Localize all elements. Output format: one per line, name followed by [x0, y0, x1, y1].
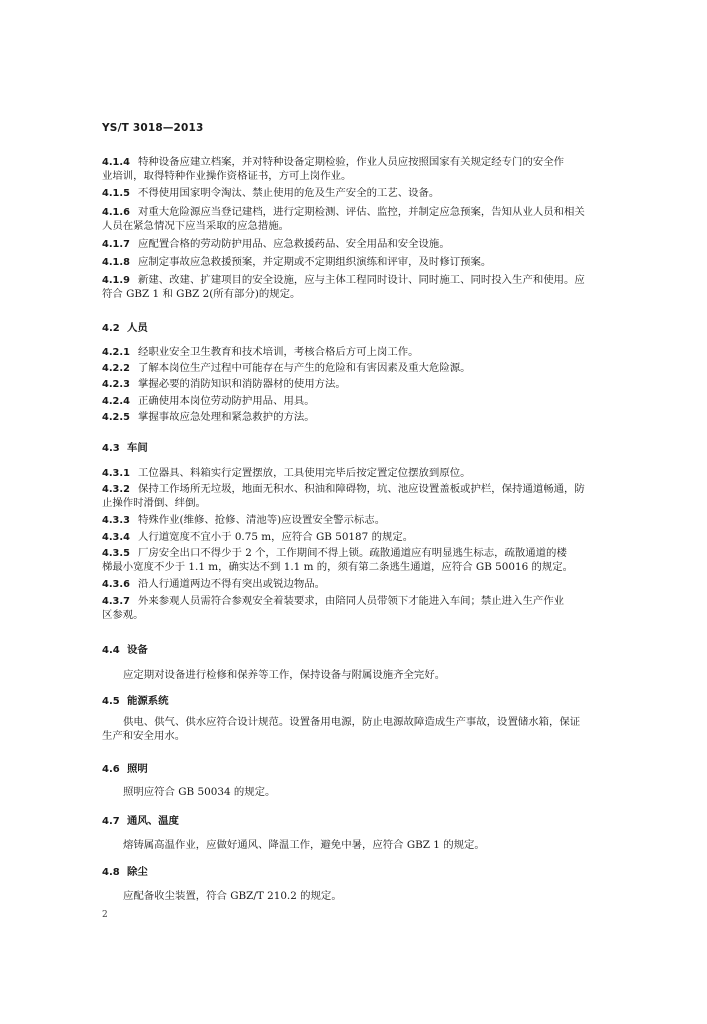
clause-number: 4.1.4	[102, 157, 130, 168]
section-title: 人员	[127, 322, 148, 334]
clause-line	[102, 378, 622, 391]
clause-line	[102, 609, 622, 622]
clause-line	[102, 274, 622, 287]
clause-number: 4.1.9	[102, 275, 130, 286]
section-title: 照明	[127, 763, 148, 775]
clause-number: 4.1.6	[102, 207, 130, 218]
clause-line	[102, 220, 622, 233]
clause-text: 应制定事故应急救援预案，并定期或不定期组织演练和评审，及时修订预案。	[138, 256, 492, 268]
clause-text: 人行道宽度不宜小于 0.75 m，应符合 GB 50187 的规定。	[138, 531, 414, 543]
section-number: 4.8	[102, 867, 120, 878]
clause-text: 应定期对设备进行检修和保养等工作，保持设备与附属设施齐全完好。	[123, 669, 446, 681]
clause-line	[102, 561, 622, 574]
section-number: 4.4	[102, 645, 120, 656]
clause-line	[102, 578, 622, 591]
clause-number: 4.2.5	[102, 412, 130, 423]
clause-number: 4.1.5	[102, 188, 130, 199]
clause-text: 照明应符合 GB 50034 的规定。	[123, 786, 276, 798]
section-heading	[102, 815, 622, 828]
clause-line	[102, 256, 622, 269]
clause-line	[123, 839, 623, 852]
clause-number: 4.3.3	[102, 515, 130, 526]
clause-line	[102, 362, 622, 375]
section-title: 能源系统	[127, 695, 169, 707]
clause-text: 不得使用国家明令淘汰、禁止使用的危及生产安全的工艺、设备。	[138, 187, 440, 199]
clause-text: 符合 GBZ 1 和 GBZ 2(所有部分)的规定。	[102, 288, 301, 300]
clause-text: 特种设备应建立档案，并对特种设备定期检验，作业人员应按照国家有关规定经专门的安全作	[138, 156, 565, 168]
clause-number: 4.3.5	[102, 548, 130, 559]
clause-line	[102, 730, 622, 743]
clause-line	[123, 669, 623, 682]
clause-text: 经职业安全卫生教育和技术培训，考核合格后方可上岗工作。	[138, 346, 419, 358]
clause-line	[102, 497, 622, 510]
clause-text: 应配置合格的劳动防护用品、应急救援药品、安全用品和安全设施。	[138, 238, 450, 250]
section-title: 车间	[127, 442, 148, 454]
clause-line	[102, 206, 622, 219]
section-number: 4.5	[102, 696, 120, 707]
clause-line	[102, 467, 622, 480]
clause-text: 生产和安全用水。	[102, 730, 186, 742]
clause-number: 4.1.8	[102, 257, 130, 268]
section-heading	[102, 695, 622, 708]
section-heading	[102, 442, 622, 455]
clause-line	[102, 170, 622, 183]
clause-line	[102, 288, 622, 301]
clause-number: 4.2.2	[102, 363, 130, 374]
clause-line	[123, 890, 623, 903]
section-heading	[102, 866, 622, 879]
clause-number: 4.3.7	[102, 596, 130, 607]
clause-line	[102, 395, 622, 408]
clause-text: 人员在紧急情况下应当采取的应急措施。	[102, 220, 290, 232]
clause-text: 特殊作业(维修、抢修、清池等)应设置安全警示标志。	[138, 514, 386, 526]
section-number: 4.3	[102, 443, 120, 454]
clause-number: 4.2.3	[102, 379, 130, 390]
clause-text: 梯最小宽度不少于 1.1 m，确实达不到 1.1 m 的，须有第二条逃生通道，应符合 GB 50016 的规定。	[102, 561, 574, 573]
clause-line	[102, 346, 622, 359]
clause-line	[102, 411, 622, 424]
clause-text: 业培训，取得特种作业操作资格证书，方可上岗作业。	[102, 170, 352, 182]
section-title: 设备	[127, 644, 148, 656]
clause-text: 供电、供气、供水应符合设计规范。设置备用电源，防止电源故障造成生产事故，设置储水箱，保证	[123, 716, 581, 728]
section-number: 4.7	[102, 816, 120, 827]
clause-text: 正确使用本岗位劳动防护用品、用具。	[138, 395, 315, 407]
standard-header: YS/T 3018—2013	[102, 122, 204, 134]
clause-text: 熔铸属高温作业，应做好通风、降温工作，避免中暑，应符合 GBZ 1 的规定。	[123, 839, 485, 851]
section-heading	[102, 644, 622, 657]
clause-line	[102, 156, 622, 169]
clause-line	[102, 238, 622, 251]
clause-line	[123, 786, 623, 799]
clause-text: 沿人行通道两边不得有突出或锐边物品。	[138, 578, 326, 590]
clause-line	[102, 595, 622, 608]
clause-line	[102, 483, 622, 496]
clause-text: 止操作时滑倒、绊倒。	[102, 497, 206, 509]
clause-text: 了解本岗位生产过程中可能存在与产生的危险和有害因素及重大危险源。	[138, 362, 471, 374]
clause-text: 区参观。	[102, 609, 144, 621]
clause-line	[123, 716, 623, 729]
section-heading	[102, 763, 622, 776]
clause-line	[102, 514, 622, 527]
clause-number: 4.3.1	[102, 468, 130, 479]
clause-text: 保持工作场所无垃圾，地面无积水、积油和障碍物，坑、池应设置盖板或护栏，保持通道畅通，防	[138, 483, 585, 495]
section-title: 除尘	[127, 866, 148, 878]
clause-text: 外来参观人员需符合参观安全着装要求，由陪同人员带领下才能进入车间；禁止进入生产作业	[138, 595, 565, 607]
page-number: 2	[102, 910, 108, 920]
clause-number: 4.2.4	[102, 396, 130, 407]
clause-line	[102, 187, 622, 200]
clause-number: 4.3.6	[102, 579, 130, 590]
clause-text: 掌握事故应急处理和紧急救护的方法。	[138, 411, 315, 423]
clause-line	[102, 531, 622, 544]
clause-text: 应配备收尘装置，符合 GBZ/T 210.2 的规定。	[123, 890, 342, 902]
clause-number: 4.1.7	[102, 239, 130, 250]
clause-text: 工位器具、料箱实行定置摆放，工具使用完毕后按定置定位摆放到原位。	[138, 467, 471, 479]
section-title: 通风、温度	[127, 815, 179, 827]
section-heading	[102, 322, 622, 335]
clause-text: 厂房安全出口不得少于 2 个，工作期间不得上锁。疏散通道应有明显逃生标志，疏散通道的楼	[138, 547, 567, 559]
section-number: 4.6	[102, 764, 120, 775]
clause-text: 新建、改建、扩建项目的安全设施，应与主体工程同时设计、同时施工、同时投入生产和使用。应	[138, 274, 585, 286]
clause-number: 4.2.1	[102, 347, 130, 358]
clause-text: 掌握必要的消防知识和消防器材的使用方法。	[138, 378, 346, 390]
clause-line	[102, 547, 622, 560]
section-number: 4.2	[102, 323, 120, 334]
clause-text: 对重大危险源应当登记建档，进行定期检测、评估、监控，并制定应急预案，告知从业人员和相关	[138, 206, 585, 218]
clause-number: 4.3.2	[102, 484, 130, 495]
clause-number: 4.3.4	[102, 532, 130, 543]
